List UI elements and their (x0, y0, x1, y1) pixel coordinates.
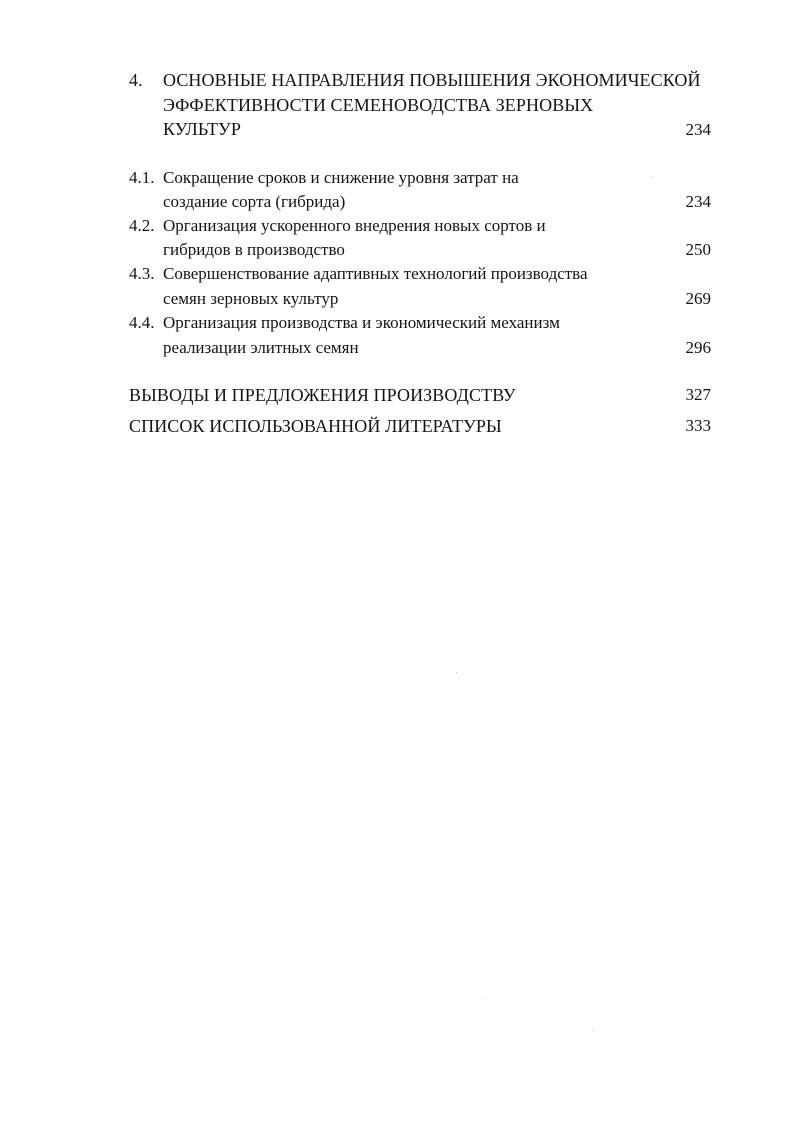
section-title-line-2: семян зерновых культур (163, 289, 339, 308)
section-title-line-1: Организация производства и экономический механизм (163, 313, 560, 332)
references-page-number: 333 (685, 416, 711, 435)
conclusions-page-number: 327 (685, 385, 711, 404)
chapter-page-number: 234 (685, 120, 711, 139)
scan-speck (482, 998, 483, 999)
section-page-number: 234 (685, 192, 711, 211)
section-page-number: 296 (685, 338, 711, 357)
section-page-number: 269 (685, 289, 711, 308)
references-title: СПИСОК ИСПОЛЬЗОВАННОЙ ЛИТЕРАТУРЫ (129, 416, 502, 436)
section-title-line-2: создание сорта (гибрида) (163, 192, 346, 211)
section-title-line-1: Сокращение сроков и снижение уровня затрат на (163, 168, 519, 187)
chapter-title-line-1: ОСНОВНЫЕ НАПРАВЛЕНИЯ ПОВЫШЕНИЯ ЭКОНОМИЧЕСКОЙ (163, 70, 701, 90)
scan-speck (652, 176, 653, 177)
section-title-line-1: Организация ускоренного внедрения новых сортов и (163, 216, 546, 235)
section-title-line-2: гибридов в производство (163, 240, 345, 259)
section-title-line-1: Совершенствование адаптивных технологий производства (163, 264, 588, 283)
section-number: 4.4. (129, 313, 155, 332)
scan-speck (592, 1030, 593, 1031)
section-number: 4.1. (129, 168, 155, 187)
section-number: 4.3. (129, 264, 155, 283)
chapter-title-line-2: ЭФФЕКТИВНОСТИ СЕМЕНОВОДСТВА ЗЕРНОВЫХ (163, 95, 594, 115)
section-number: 4.2. (129, 216, 155, 235)
section-title-line-2: реализации элитных семян (163, 338, 359, 357)
chapter-number: 4. (129, 70, 143, 90)
section-page-number: 250 (685, 240, 711, 259)
chapter-title-line-3: КУЛЬТУР (163, 119, 241, 139)
conclusions-title: ВЫВОДЫ И ПРЕДЛОЖЕНИЯ ПРОИЗВОДСТВУ (129, 385, 516, 405)
scan-speck (456, 672, 457, 673)
